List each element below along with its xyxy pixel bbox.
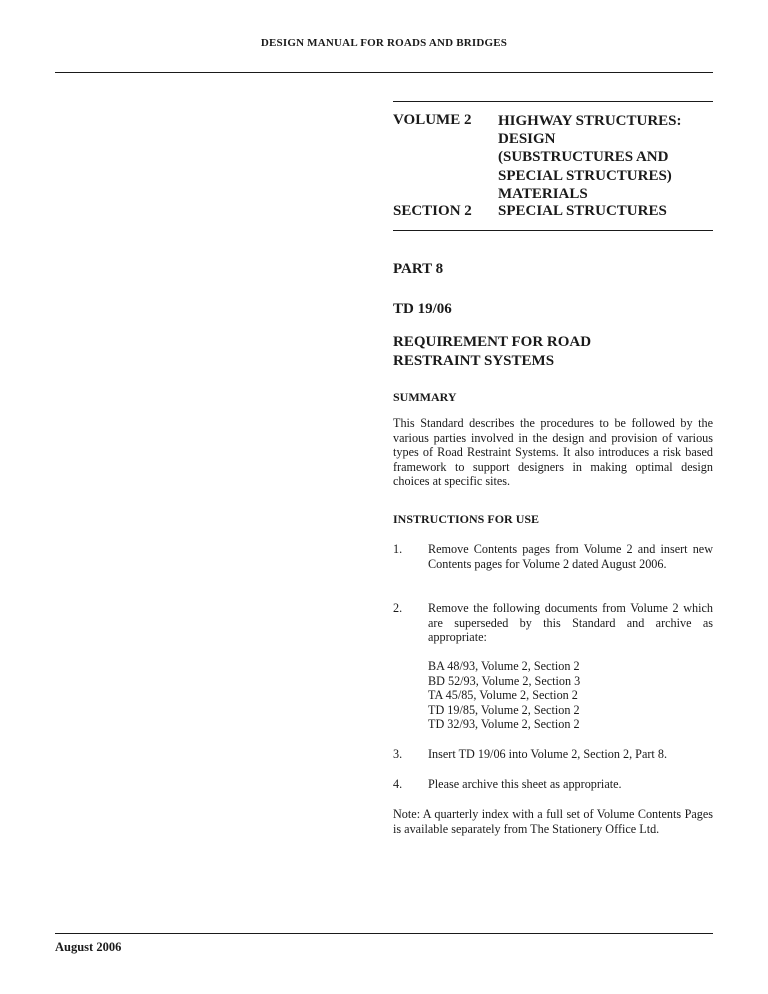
volume-title-line: SPECIAL STRUCTURES): [498, 167, 672, 184]
volume-title: [498, 112, 682, 203]
document-title-line: REQUIREMENT FOR ROAD: [393, 334, 592, 350]
document-code: TD 19/06: [393, 301, 452, 317]
instruction-text: Remove Contents pages from Volume 2 and insert new Contents pages for Volume 2 dated August 2006.: [428, 542, 713, 571]
document-title: [393, 333, 591, 370]
section-label: SECTION 2: [393, 203, 472, 219]
instruction-text: Remove the following documents from Volume 2 which are superseded by this Standard and archive as appropriate:: [428, 601, 713, 645]
superseded-document-item: TD 32/93, Volume 2, Section 2: [428, 717, 580, 732]
superseded-document-item: BA 48/93, Volume 2, Section 2: [428, 659, 580, 673]
footer-date: August 2006: [55, 940, 122, 954]
volume-title-line: MATERIALS: [498, 185, 588, 202]
document-title-line: RESTRAINT SYSTEMS: [393, 352, 555, 369]
header-divider: [55, 72, 713, 73]
note-text: Note: A quarterly index with a full set of Volume Contents Pages is available separately from The Stationery Office Ltd.: [393, 807, 713, 836]
volume-title-line: (SUBSTRUCTURES AND: [498, 149, 669, 166]
superseded-document-item: TD 19/85, Volume 2, Section 2: [428, 702, 580, 717]
instructions-heading: INSTRUCTIONS FOR USE: [393, 512, 540, 526]
instruction-number: 4.: [393, 777, 403, 791]
summary-text: This Standard describes the procedures to be followed by the various parties involved in the design and provision of various types of Road Restraint Systems. It also introduces a risk based framework to support designers in making optimal design choices at specific sites.: [393, 416, 713, 489]
superseded-documents-list: [428, 659, 580, 732]
volume-block-bottom-divider: [393, 230, 713, 231]
section-title: SPECIAL STRUCTURES: [498, 203, 667, 219]
footer-divider: [55, 933, 713, 934]
manual-header-title: DESIGN MANUAL FOR ROADS AND BRIDGES: [260, 37, 508, 49]
instruction-text: Please archive this sheet as appropriate.: [428, 777, 622, 791]
volume-title-line: HIGHWAY STRUCTURES:: [498, 113, 682, 129]
superseded-document-item: BD 52/93, Volume 2, Section 3: [428, 673, 581, 688]
volume-block-top-divider: [393, 101, 713, 102]
instruction-number: 3.: [393, 747, 403, 761]
volume-label: VOLUME 2: [393, 112, 472, 128]
instruction-number: 2.: [393, 601, 403, 615]
instruction-number: 1.: [393, 542, 403, 556]
instruction-text: Insert TD 19/06 into Volume 2, Section 2, Part 8.: [428, 747, 667, 761]
summary-heading: SUMMARY: [393, 390, 457, 404]
volume-title-line: DESIGN: [498, 131, 556, 148]
superseded-document-item: TA 45/85, Volume 2, Section 2: [428, 688, 578, 703]
part-number: PART 8: [393, 261, 444, 277]
